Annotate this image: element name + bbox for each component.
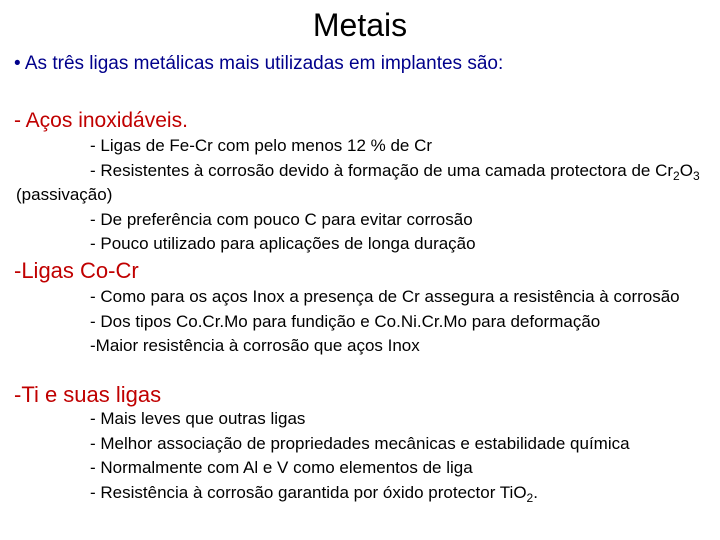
text-run: - Resistentes à corrosão devido à formação de uma camada protectora de Cr — [90, 160, 674, 180]
body-line-wrapped: - Como para os aços Inox a presença de Cr assegura a resistência à corrosão — [90, 287, 680, 306]
subscript: 2 — [673, 168, 680, 183]
body-line: - Ligas de Fe-Cr com pelo menos 12 % de Cr — [90, 136, 433, 155]
section-heading-co-cr-alloys: -Ligas Co-Cr — [14, 258, 139, 283]
body-line-wrapped — [16, 159, 706, 208]
body-line-wrapped: - Melhor associação de propriedades mecânicas e estabilidade química — [90, 433, 630, 453]
body-line: - Normalmente com Al e V como elementos de liga — [90, 458, 473, 477]
section-body-stainless-steel — [16, 134, 706, 257]
body-line: - Pouco utilizado para aplicações de longa duração — [90, 234, 476, 253]
body-line: -Maior resistência à corrosão que aços Inox — [90, 336, 420, 355]
intro-bullet: • As três ligas metálicas mais utilizadas em implantes são: — [14, 53, 504, 74]
body-line: - De preferência com pouco C para evitar corrosão — [90, 209, 473, 229]
text-run: . — [533, 482, 538, 502]
body-line: - Dos tipos Co.Cr.Mo para fundição e Co.Ni.Cr.Mo para deformação — [90, 311, 601, 331]
slide-title: Metais — [312, 7, 408, 43]
text-run: O — [679, 160, 693, 180]
section-heading-titanium-alloys: -Ti e suas ligas — [14, 382, 162, 407]
section-body-titanium-alloys — [16, 407, 706, 505]
body-line: - Mais leves que outras ligas — [90, 409, 306, 428]
section-body-co-cr-alloys — [16, 285, 706, 359]
body-line — [16, 481, 706, 506]
subscript: 3 — [692, 168, 700, 183]
subscript: 2 — [526, 490, 534, 505]
text-run: (passivação) — [16, 185, 113, 204]
section-heading-stainless-steel: - Aços inoxidáveis. — [14, 109, 188, 132]
text-run: - Resistência à corrosão garantida por óxido protector TiO — [90, 482, 527, 502]
